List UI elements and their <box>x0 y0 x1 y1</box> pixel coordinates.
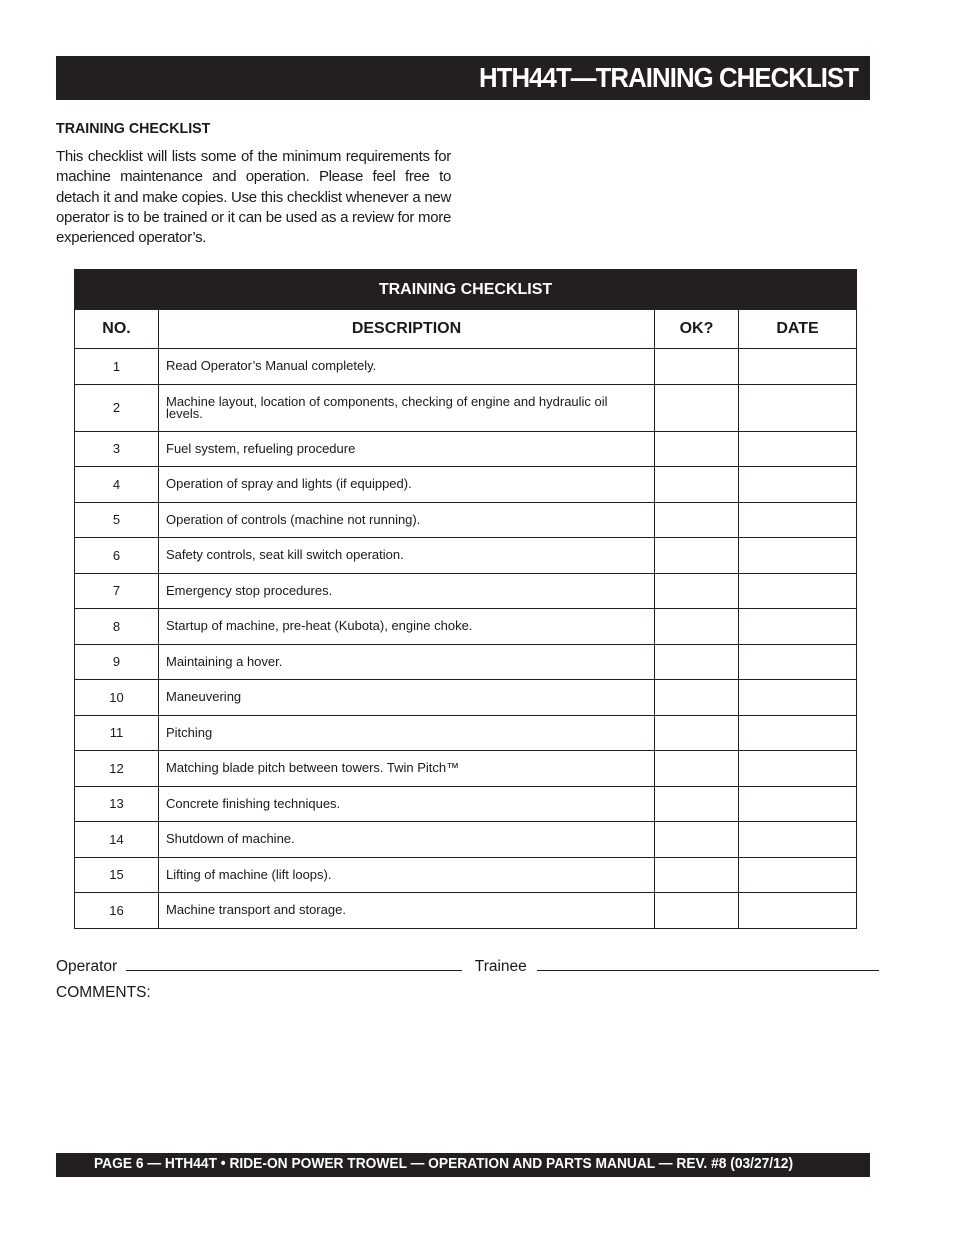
row-ok-checkbox-cell[interactable] <box>655 573 739 609</box>
table-row <box>75 822 857 858</box>
table-row <box>75 786 857 822</box>
table-row <box>75 431 857 467</box>
row-date-cell[interactable] <box>739 786 857 822</box>
page-title: HTH44T—TRAINING CHECKLIST <box>478 62 858 93</box>
row-description: Matching blade pitch between towers. Twin Pitch™ <box>159 751 655 787</box>
table-row <box>75 384 857 431</box>
row-date-cell[interactable] <box>739 502 857 538</box>
row-date-cell[interactable] <box>739 822 857 858</box>
table-row <box>75 680 857 716</box>
row-date-cell[interactable] <box>739 431 857 467</box>
row-number: 13 <box>75 786 159 822</box>
title-bar <box>56 56 870 100</box>
row-description: Maintaining a hover. <box>159 644 655 680</box>
row-ok-checkbox-cell[interactable] <box>655 384 739 431</box>
intro-paragraph: This checklist will lists some of the minimum requirements for machine maintenance and operation. Please feel free to detach it and make copies. Use this checklist whenever a new operator is to be trained or it can be used as a review for more experienced operator’s. <box>56 148 451 247</box>
table-row <box>75 502 857 538</box>
column-header-ok: OK? <box>655 310 739 349</box>
row-ok-checkbox-cell[interactable] <box>655 502 739 538</box>
row-ok-checkbox-cell[interactable] <box>655 715 739 751</box>
column-header-no: NO. <box>75 310 159 349</box>
table-row <box>75 349 857 385</box>
row-description: Fuel system, refueling procedure <box>159 431 655 467</box>
row-date-cell[interactable] <box>739 751 857 787</box>
row-date-cell[interactable] <box>739 893 857 929</box>
row-ok-checkbox-cell[interactable] <box>655 751 739 787</box>
table-row <box>75 467 857 503</box>
row-number: 16 <box>75 893 159 929</box>
table-body <box>75 349 857 929</box>
table-row <box>75 893 857 929</box>
row-number: 12 <box>75 751 159 787</box>
row-number: 8 <box>75 609 159 645</box>
table-caption: TRAINING CHECKLIST <box>75 270 857 310</box>
row-description: Safety controls, seat kill switch operation. <box>159 538 655 574</box>
row-description: Machine layout, location of components, checking of engine and hydraulic oil levels. <box>159 384 655 431</box>
row-date-cell[interactable] <box>739 680 857 716</box>
row-ok-checkbox-cell[interactable] <box>655 467 739 503</box>
row-description: Operation of controls (machine not running). <box>159 502 655 538</box>
row-number: 4 <box>75 467 159 503</box>
footer-text: PAGE 6 — HTH44T • RIDE-ON POWER TROWEL — OPERATION AND PARTS MANUAL — REV. #8 (03/27/12) <box>94 1156 794 1172</box>
row-date-cell[interactable] <box>739 573 857 609</box>
row-number: 9 <box>75 644 159 680</box>
row-number: 6 <box>75 538 159 574</box>
table-row <box>75 857 857 893</box>
row-date-cell[interactable] <box>739 384 857 431</box>
operator-label: Operator <box>56 958 118 975</box>
row-number: 10 <box>75 680 159 716</box>
row-description: Pitching <box>159 715 655 751</box>
row-ok-checkbox-cell[interactable] <box>655 786 739 822</box>
row-date-cell[interactable] <box>739 857 857 893</box>
row-ok-checkbox-cell[interactable] <box>655 893 739 929</box>
table-row <box>75 751 857 787</box>
row-description: Emergency stop procedures. <box>159 573 655 609</box>
table-row <box>75 609 857 645</box>
trainee-label: Trainee <box>474 958 527 975</box>
row-ok-checkbox-cell[interactable] <box>655 644 739 680</box>
row-ok-checkbox-cell[interactable] <box>655 538 739 574</box>
row-description: Startup of machine, pre-heat (Kubota), engine choke. <box>159 609 655 645</box>
row-description: Shutdown of machine. <box>159 822 655 858</box>
row-date-cell[interactable] <box>739 467 857 503</box>
table-row <box>75 644 857 680</box>
row-ok-checkbox-cell[interactable] <box>655 857 739 893</box>
column-header-description: DESCRIPTION <box>159 310 655 349</box>
trainee-signature-blank[interactable] <box>537 956 879 971</box>
column-header-date: DATE <box>739 310 857 349</box>
row-number: 14 <box>75 822 159 858</box>
table-row <box>75 573 857 609</box>
row-date-cell[interactable] <box>739 715 857 751</box>
row-number: 5 <box>75 502 159 538</box>
row-ok-checkbox-cell[interactable] <box>655 431 739 467</box>
row-number: 3 <box>75 431 159 467</box>
table-row <box>75 715 857 751</box>
row-description: Operation of spray and lights (if equipped). <box>159 467 655 503</box>
row-date-cell[interactable] <box>739 349 857 385</box>
signature-line <box>56 956 879 976</box>
operator-signature-blank[interactable] <box>126 956 462 971</box>
row-description: Concrete finishing techniques. <box>159 786 655 822</box>
row-description: Read Operator’s Manual completely. <box>159 349 655 385</box>
row-number: 2 <box>75 384 159 431</box>
row-number: 11 <box>75 715 159 751</box>
row-date-cell[interactable] <box>739 609 857 645</box>
row-description: Lifting of machine (lift loops). <box>159 857 655 893</box>
table-caption-row <box>75 270 857 310</box>
table-header-row <box>75 310 857 349</box>
row-ok-checkbox-cell[interactable] <box>655 349 739 385</box>
row-date-cell[interactable] <box>739 644 857 680</box>
row-ok-checkbox-cell[interactable] <box>655 822 739 858</box>
row-number: 7 <box>75 573 159 609</box>
table-row <box>75 538 857 574</box>
training-checklist-table <box>74 269 857 929</box>
row-number: 1 <box>75 349 159 385</box>
comments-label: COMMENTS: <box>56 984 151 1001</box>
row-description: Maneuvering <box>159 680 655 716</box>
row-ok-checkbox-cell[interactable] <box>655 609 739 645</box>
footer-bar <box>56 1153 870 1177</box>
row-ok-checkbox-cell[interactable] <box>655 680 739 716</box>
row-date-cell[interactable] <box>739 538 857 574</box>
row-number: 15 <box>75 857 159 893</box>
row-description: Machine transport and storage. <box>159 893 655 929</box>
section-heading: TRAINING CHECKLIST <box>56 120 211 137</box>
